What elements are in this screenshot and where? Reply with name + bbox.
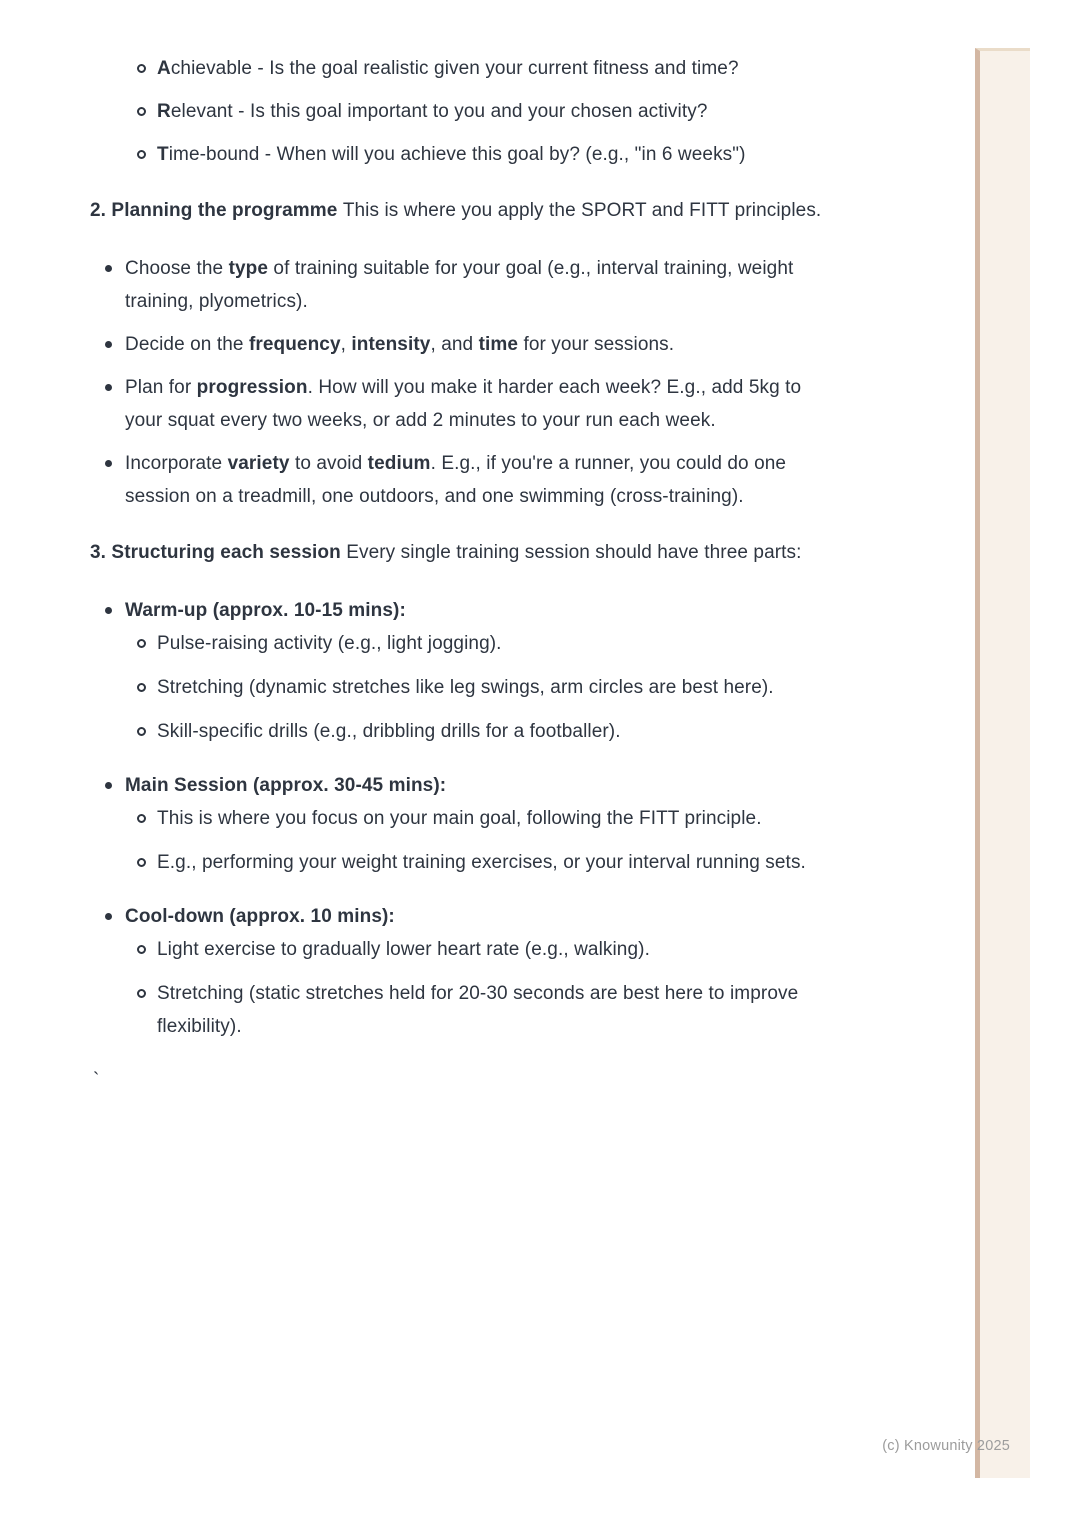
text-segment: chievable - Is the goal realistic given your current fitness and time? bbox=[170, 58, 739, 79]
session-title: Warm-up (approx. 10-15 mins): bbox=[125, 600, 406, 621]
list-item bbox=[90, 95, 828, 128]
text-segment: variety bbox=[227, 453, 290, 474]
list-item-warmup bbox=[90, 594, 828, 748]
session-structure-list bbox=[90, 594, 828, 1043]
text-segment: type bbox=[228, 258, 269, 279]
list-item bbox=[125, 802, 828, 835]
list-item bbox=[125, 977, 828, 1043]
text-segment: Plan for bbox=[125, 377, 197, 398]
text-segment: frequency bbox=[248, 334, 341, 355]
text-segment: for your sessions. bbox=[518, 334, 675, 355]
text-segment: . E.g., if you're a runner, you could do one session on a treadmill, one outdoors, and one swimming (cross-training). bbox=[125, 453, 787, 507]
text-segment: R bbox=[157, 101, 171, 122]
planning-list bbox=[90, 252, 828, 513]
session-title: Cool-down (approx. 10 mins): bbox=[125, 906, 395, 927]
list-item bbox=[90, 447, 828, 513]
list-item-main-session bbox=[90, 769, 828, 879]
text-segment: Incorporate bbox=[125, 453, 228, 474]
warmup-sublist bbox=[125, 627, 828, 748]
text-segment: time bbox=[478, 334, 519, 355]
list-item bbox=[125, 627, 828, 660]
text-segment: Light exercise to gradually lower heart rate (e.g., walking). bbox=[157, 939, 650, 960]
text-segment: Stretching (static stretches held for 20-30 seconds are best here to improve flexibility). bbox=[157, 983, 799, 1037]
decorative-stripe bbox=[975, 48, 1030, 1478]
text-segment: of training suitable for your goal (e.g., interval training, weight training, plyometrics). bbox=[125, 258, 794, 312]
text-segment: 3. Structuring each session bbox=[90, 542, 347, 563]
list-item bbox=[125, 671, 828, 704]
text-segment: progression bbox=[196, 377, 308, 398]
text-segment: tedium bbox=[367, 453, 431, 474]
list-item-cooldown bbox=[90, 900, 828, 1043]
text-segment: This is where you apply the SPORT and FITT principles. bbox=[342, 200, 822, 221]
list-item bbox=[90, 252, 828, 318]
list-item bbox=[90, 138, 828, 171]
list-item bbox=[125, 715, 828, 748]
stray-character: ` bbox=[93, 1070, 100, 1091]
text-segment: E.g., performing your weight training exercises, or your interval running sets. bbox=[157, 852, 806, 873]
text-segment: Choose the bbox=[125, 258, 229, 279]
text-segment: intensity bbox=[351, 334, 431, 355]
list-item bbox=[125, 933, 828, 966]
text-segment: A bbox=[157, 58, 171, 79]
text-segment: Stretching (dynamic stretches like leg swings, arm circles are best here). bbox=[157, 677, 774, 698]
text-segment: Pulse-raising activity (e.g., light jogging). bbox=[157, 633, 502, 654]
text-segment: Skill-specific drills (e.g., dribbling drills for a footballer). bbox=[157, 721, 621, 742]
text-segment: ime-bound - When will you achieve this goal by? (e.g., "in 6 weeks") bbox=[168, 144, 746, 165]
text-segment: to avoid bbox=[289, 453, 368, 474]
text-segment: T bbox=[157, 144, 169, 165]
text-segment: , bbox=[340, 334, 352, 355]
cooldown-sublist bbox=[125, 933, 828, 1043]
section-heading-planning bbox=[90, 194, 828, 227]
list-item bbox=[90, 328, 828, 361]
document-content bbox=[90, 52, 828, 1097]
main-session-sublist bbox=[125, 802, 828, 879]
text-segment: Decide on the bbox=[125, 334, 249, 355]
list-item bbox=[125, 846, 828, 879]
list-item bbox=[90, 52, 828, 85]
text-segment: 2. Planning the programme bbox=[90, 200, 343, 221]
section-heading-structuring bbox=[90, 536, 828, 569]
text-segment: This is where you focus on your main goal, following the FITT principle. bbox=[157, 808, 762, 829]
session-title: Main Session (approx. 30-45 mins): bbox=[125, 775, 447, 796]
text-segment: , and bbox=[430, 334, 479, 355]
text-segment: elevant - Is this goal important to you and your chosen activity? bbox=[170, 101, 708, 122]
text-segment: . How will you make it harder each week? E.g., add 5kg to your squat every two weeks, or add 2 minutes to your run each week. bbox=[125, 377, 802, 431]
copyright-footer: (c) Knowunity 2025 bbox=[882, 1438, 1010, 1454]
smart-criteria-list bbox=[90, 52, 828, 171]
text-segment: Every single training session should have three parts: bbox=[346, 542, 802, 563]
list-item bbox=[90, 371, 828, 437]
